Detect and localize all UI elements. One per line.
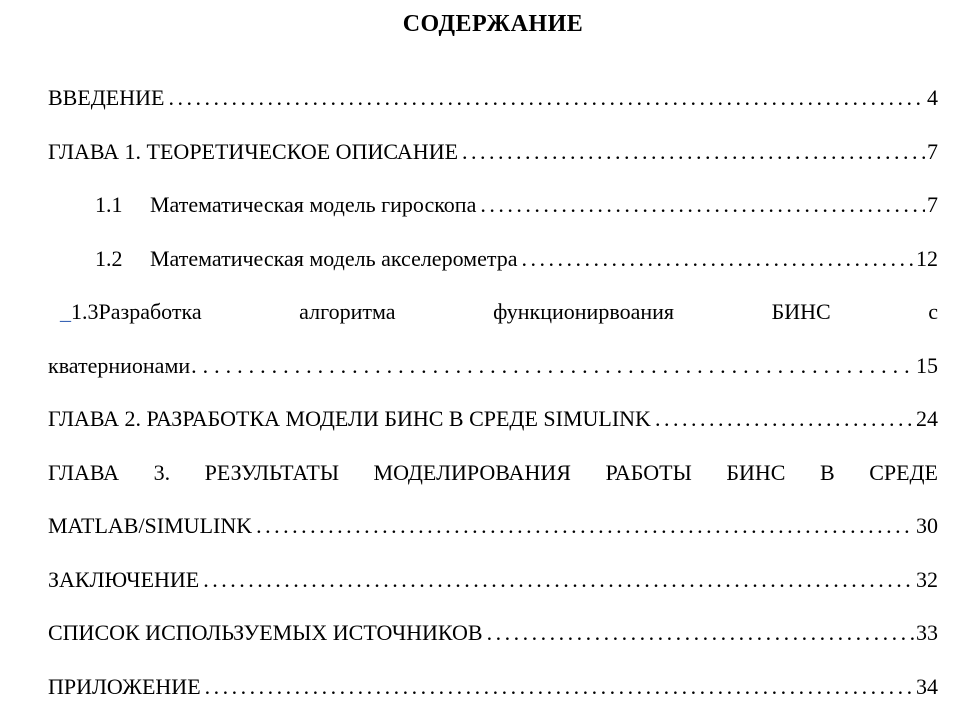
toc-entry-label: ЗАКЛЮЧЕНИЕ (48, 566, 200, 592)
toc-entry-label: ГЛАВА 3. РЕЗУЛЬТАТЫ МОДЕЛИРОВАНИЯ РАБОТЫ БИНС В СРЕДЕ (48, 459, 938, 485)
toc-entry-1-1 (48, 178, 938, 232)
toc-page-number: 15 (916, 352, 938, 378)
toc-page-number: 32 (916, 566, 938, 592)
toc-entry-label: 1.3Разработка алгоритма функционирвоания БИНС с (71, 299, 938, 324)
dot-leader (462, 125, 925, 179)
dot-leader (191, 339, 914, 393)
toc-page-number: 33 (916, 620, 938, 645)
dot-leader (256, 499, 914, 553)
toc-entry-1-3-line-1 (48, 285, 938, 339)
toc-entry-glava-1 (48, 125, 938, 179)
toc-page-number: 7 (927, 192, 938, 217)
dot-leader (203, 553, 914, 607)
toc-page-number: 7 (927, 138, 938, 164)
dot-leader (487, 606, 914, 660)
toc-entry-number: 1.1 (95, 192, 123, 217)
toc-page-number: 4 (927, 85, 938, 110)
toc-page-number: 12 (916, 245, 938, 271)
toc-entry-label: MATLAB/SIMULINK (48, 513, 253, 538)
toc-entry-label: кватернионами (48, 352, 191, 378)
toc-entry-glava-3-line-2 (48, 499, 938, 553)
toc-entry-label: ВВЕДЕНИЕ (48, 85, 165, 110)
toc-entry-label: ПРИЛОЖЕНИЕ (48, 673, 201, 699)
toc-entry-label: СПИСОК ИСПОЛЬЗУЕМЫХ ИСТОЧНИКОВ (48, 620, 483, 645)
toc-entry-number: 1.2 (95, 245, 123, 271)
dot-leader (205, 660, 914, 714)
table-of-contents (48, 71, 938, 713)
toc-page-number: 34 (916, 673, 938, 699)
toc-entry-1-2 (48, 232, 938, 286)
toc-entry-label: Математическая модель гироскопа (150, 192, 477, 217)
dot-leader (480, 178, 925, 232)
dot-leader (655, 392, 914, 446)
dot-leader (522, 232, 915, 286)
toc-entry-label: Математическая модель акселерометра (150, 245, 518, 271)
toc-page-number: 30 (916, 513, 938, 538)
toc-entry-1-3-line-2 (48, 339, 938, 393)
toc-entry-spisok-istochnikov (48, 606, 938, 660)
toc-entry-label: ГЛАВА 1. ТЕОРЕТИЧЕСКОЕ ОПИСАНИЕ (48, 138, 459, 164)
toc-entry-glava-3-line-1 (48, 446, 938, 500)
page-title: СОДЕРЖАНИЕ (402, 11, 584, 37)
toc-entry-glava-2 (48, 392, 938, 446)
toc-entry-vvedenie (48, 71, 938, 125)
underscore-mark: _ (60, 299, 71, 324)
toc-page-number: 24 (916, 406, 938, 431)
toc-entry-label: ГЛАВА 2. РАЗРАБОТКА МОДЕЛИ БИНС В СРЕДЕ SIMULINK (48, 406, 651, 431)
toc-entry-prilozhenie (48, 660, 938, 714)
dot-leader (168, 71, 925, 125)
toc-entry-zaklyuchenie (48, 553, 938, 607)
